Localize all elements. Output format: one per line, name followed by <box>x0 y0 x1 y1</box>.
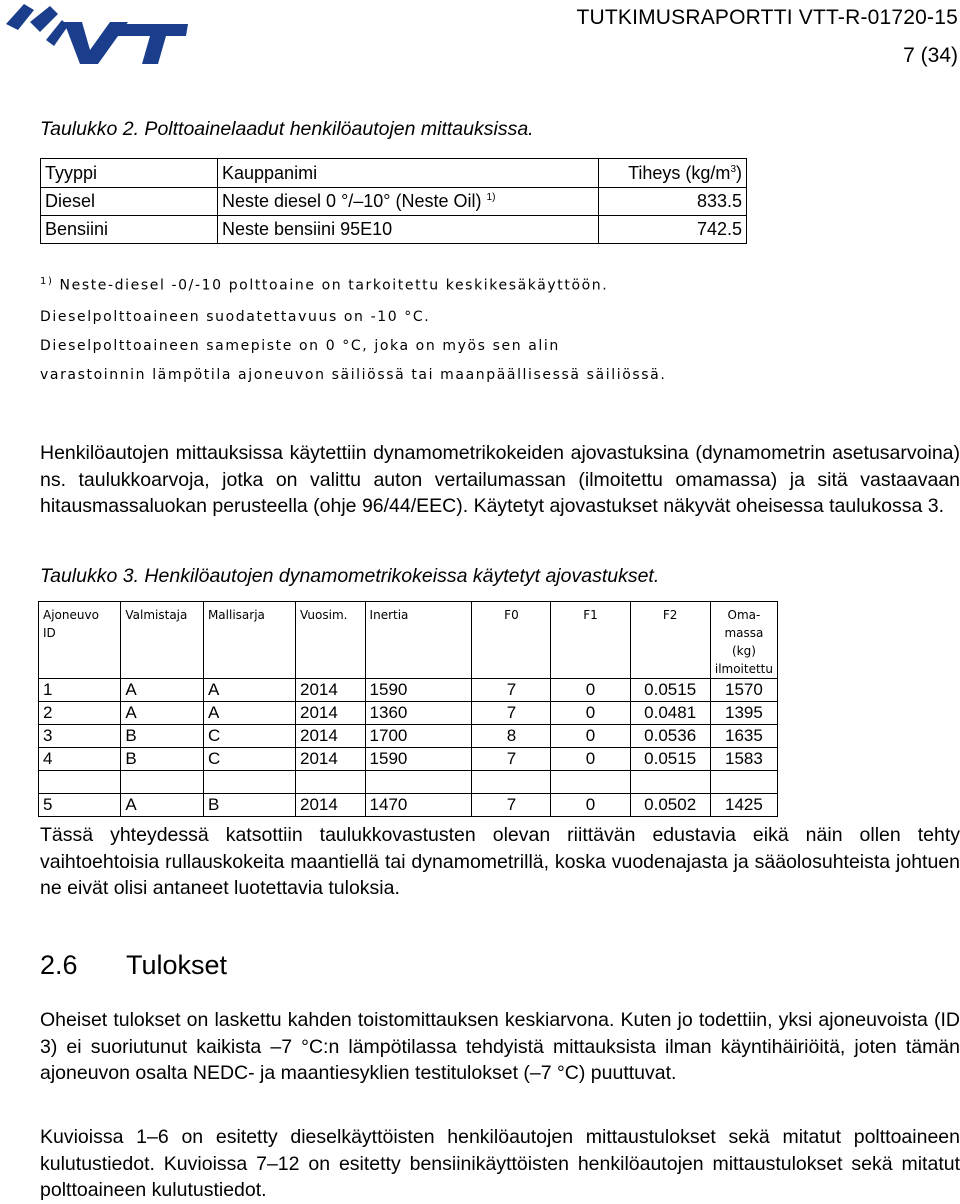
cell-type: Diesel <box>41 188 218 216</box>
cell-inertia: 1590 <box>365 679 472 702</box>
paragraph: Kuvioissa 1–6 on esitetty dieselkäyttöisten henkilöautojen mittaustulokset sekä mitatut polttoaineen kulutustiedot. Kuvioissa 7–12 on esitetty bensiinikäyttöisten henkilöautojen mittaustulokset sekä mitatut polttoaineen kulutustiedot. <box>40 1126 960 1201</box>
cell-mass: 1583 <box>710 748 777 771</box>
cell-maker: B <box>121 748 204 771</box>
cell-mass: 1395 <box>710 702 777 725</box>
cell-maker: A <box>121 679 204 702</box>
table-row <box>41 216 747 244</box>
table-row <box>39 679 778 702</box>
fuel-table <box>40 158 747 244</box>
cell-mass: 1425 <box>710 794 777 817</box>
cell-name: Neste diesel 0 °/–10° (Neste Oil) $^{1)}$ <box>218 188 599 216</box>
col-maker: Valmistaja <box>121 602 204 679</box>
section-number: 2.6 <box>40 950 78 980</box>
table3-caption: Taulukko 3. Henkilöautojen dynamometrikokeissa käytetyt ajovastukset. <box>40 565 660 587</box>
cell-type: Bensiini <box>41 216 218 244</box>
vtt-logo <box>2 0 188 70</box>
cell-inertia: 1360 <box>365 702 472 725</box>
cell-f2: 0.0536 <box>630 725 710 748</box>
cell-f1: 0 <box>551 702 630 725</box>
cell-f1: 0 <box>551 748 630 771</box>
cell-id: 2 <box>39 702 121 725</box>
col-id: Ajoneuvo ID <box>39 602 121 679</box>
footnote-line: Dieselpolttoaineen samepiste on 0 °C, joka on myös sen alin <box>40 338 560 354</box>
cell-series: C <box>203 748 295 771</box>
cell-density: 833.5 <box>599 188 747 216</box>
col-f0: F0 <box>472 602 551 679</box>
cell-series: C <box>203 725 295 748</box>
cell-series: A <box>203 679 295 702</box>
paragraph: Henkilöautojen mittauksissa käytettiin dynamometrikokeiden ajovastuksina (dynamometrin asetusarvoina) ns. taulukkoarvoja, jotka on valittu auton vertailumassan (ilmoitettu omamassa) ja sitä vastaavaan hitausmassaluokan perusteella (ohje 96/44/EEC). Käytetyt ajovastukset näkyvät oheisessa taulukossa 3. <box>40 442 960 517</box>
table-row-empty <box>39 771 778 794</box>
footnote-line: varastoinnin lämpötila ajoneuvon säiliössä tai maanpäällisessä säiliössä. <box>40 367 667 383</box>
cell-f2: 0.0481 <box>630 702 710 725</box>
col-name: Kauppanimi <box>218 159 599 188</box>
resistance-table <box>38 601 778 817</box>
cell-f0: 7 <box>472 679 551 702</box>
table-row <box>39 748 778 771</box>
report-id: TUTKIMUSRAPORTTI VTT-R-01720-15 <box>576 6 958 29</box>
cell-f0: 8 <box>472 725 551 748</box>
cell-f0: 7 <box>472 794 551 817</box>
table2-caption: Taulukko 2. Polttoainelaadut henkilöautojen mittauksissa. <box>40 118 534 140</box>
footnote-line: $^{1)}$ Neste-diesel -0/-10 polttoaine on tarkoitettu keskikesäkäyttöön. <box>40 276 609 294</box>
section-heading <box>40 950 227 981</box>
cell-inertia: 1590 <box>365 748 472 771</box>
paragraph: Oheiset tulokset on laskettu kahden toistomittauksen keskiarvona. Kuten jo todettiin, yksi ajoneuvoista (ID 3) ei suoriutunut kaikista –7 °C:n lämpötilassa tehdyistä mittauksista ilman käyntihäiriöitä, joten tämän ajoneuvon osalta NEDC- ja maantiesyklien testitulokset (–7 °C) puuttuvat. <box>40 1009 960 1084</box>
col-f2: F2 <box>630 602 710 679</box>
table-row <box>39 794 778 817</box>
col-f1: F1 <box>551 602 630 679</box>
cell-maker: B <box>121 725 204 748</box>
cell-id: 1 <box>39 679 121 702</box>
cell-id: 3 <box>39 725 121 748</box>
cell-f1: 0 <box>551 794 630 817</box>
cell-mass: 1635 <box>710 725 777 748</box>
cell-series: B <box>203 794 295 817</box>
cell-id: 4 <box>39 748 121 771</box>
cell-f0: 7 <box>472 702 551 725</box>
col-year: Vuosim. <box>296 602 366 679</box>
footnote-line: Dieselpolttoaineen suodatettavuus on -10 °C. <box>40 309 431 325</box>
col-series: Mallisarja <box>203 602 295 679</box>
table-header-row <box>39 602 778 679</box>
cell-inertia: 1470 <box>365 794 472 817</box>
cell-year: 2014 <box>296 725 366 748</box>
cell-year: 2014 <box>296 794 366 817</box>
cell-inertia: 1700 <box>365 725 472 748</box>
paragraph: Tässä yhteydessä katsottiin taulukkovastusten olevan riittävän edustavia eikä näin ollen tehty vaihtoehtoisia rullauskokeita maantiellä tai dynamometrillä, koska vuodenajasta ja sääolosuhteista johtuen ne eivät olisi antaneet luotettavia tuloksia. <box>40 824 960 899</box>
col-type: Tyyppi <box>41 159 218 188</box>
cell-year: 2014 <box>296 748 366 771</box>
table-header-row <box>41 159 747 188</box>
cell-f1: 0 <box>551 725 630 748</box>
section-title: Tulokset <box>126 950 228 980</box>
cell-series: A <box>203 702 295 725</box>
cell-id: 5 <box>39 794 121 817</box>
cell-year: 2014 <box>296 679 366 702</box>
col-density: Tiheys $(kg/m^3)$ <box>599 159 747 188</box>
page-number: 7 (34) <box>903 44 958 67</box>
table-row <box>39 702 778 725</box>
cell-name: Neste bensiini 95E10 <box>218 216 599 244</box>
cell-mass: 1570 <box>710 679 777 702</box>
cell-f2: 0.0515 <box>630 679 710 702</box>
cell-density: 742.5 <box>599 216 747 244</box>
cell-maker: A <box>121 794 204 817</box>
cell-f2: 0.0515 <box>630 748 710 771</box>
table-row <box>41 188 747 216</box>
cell-f2: 0.0502 <box>630 794 710 817</box>
cell-year: 2014 <box>296 702 366 725</box>
col-inertia: Inertia <box>365 602 472 679</box>
cell-maker: A <box>121 702 204 725</box>
cell-f1: 0 <box>551 679 630 702</box>
col-mass: Oma- massa (kg) ilmoitettu <box>710 602 777 679</box>
table-row <box>39 725 778 748</box>
cell-f0: 7 <box>472 748 551 771</box>
